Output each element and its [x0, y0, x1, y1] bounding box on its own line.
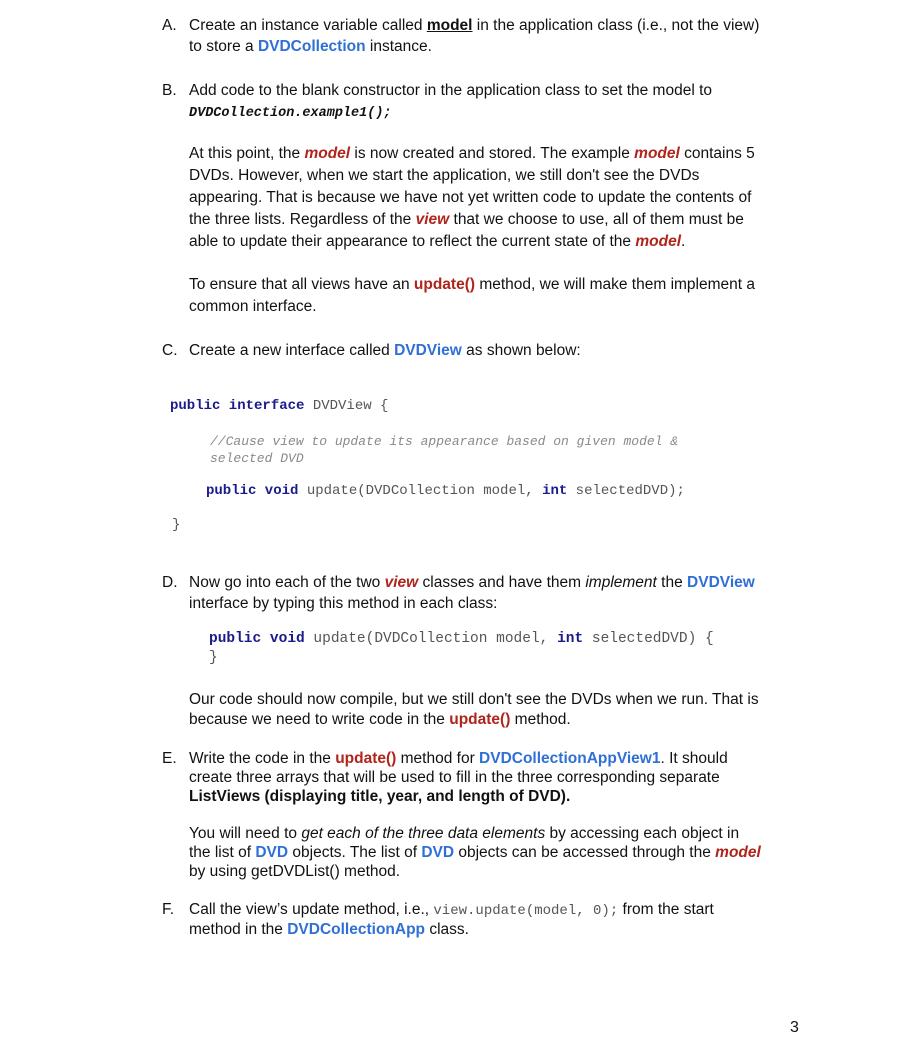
code-text: update(DVDCollection model,: [298, 483, 543, 499]
text: the: [656, 574, 688, 591]
item-e-letter: E.: [162, 750, 177, 767]
text: method.: [510, 711, 571, 728]
model-term: model: [635, 233, 682, 250]
code-comment-line2: selected DVD: [210, 451, 304, 466]
text: method for: [396, 750, 480, 767]
update-method-code: [209, 630, 714, 649]
text: At this point, the: [189, 145, 305, 162]
text: .: [681, 233, 686, 250]
item-b-para1-line1: [189, 144, 809, 163]
example-code: DVDCollection.example1();: [189, 106, 392, 121]
text: by accessing each object in: [545, 825, 740, 842]
text: is now created and stored. The example: [350, 145, 635, 162]
item-b-line1: Add code to the blank constructor in the application class to set the model to: [189, 82, 713, 99]
text: that we choose to use, all of them must be: [449, 211, 744, 228]
text: contains 5: [679, 145, 755, 162]
interface-decl: [170, 397, 388, 416]
item-b-letter: B.: [162, 82, 177, 99]
view-term: view: [384, 574, 419, 591]
item-d-letter: D.: [162, 574, 178, 591]
inline-code: view.update(model, 0);: [433, 903, 619, 919]
update-term: update(): [413, 276, 476, 293]
text: Create an instance variable called: [189, 17, 427, 34]
interface-close-brace: }: [172, 517, 181, 533]
keyword: public void: [206, 483, 299, 499]
interface-method: [206, 482, 685, 501]
item-e-line2: create three arrays that will be used to fill in the three corresponding separate: [189, 769, 720, 786]
keyword: public void: [209, 631, 305, 647]
item-e-para-line2: [189, 843, 809, 862]
keyword: int: [542, 483, 568, 499]
text: the three lists. Regardless of the: [189, 211, 416, 228]
dvdview-term: DVDView: [687, 574, 755, 591]
item-c-line1: [189, 341, 809, 360]
item-e-line1: [189, 749, 809, 768]
view-term: view: [415, 211, 450, 228]
item-f-letter: F.: [162, 901, 175, 918]
page-number: 3: [790, 1019, 799, 1036]
update-term: update(): [335, 750, 397, 767]
item-f-line2: [189, 920, 809, 939]
item-b-para2-line2: common interface.: [189, 298, 317, 315]
text: Write the code in the: [189, 750, 336, 767]
item-d-line2: interface by typing this method in each class:: [189, 595, 498, 612]
item-e-para-line1: [189, 824, 809, 843]
code-text: selectedDVD) {: [583, 631, 714, 647]
item-d-para-line2: [189, 710, 809, 729]
text: You will need to: [189, 825, 302, 842]
code-text: update(DVDCollection model,: [304, 631, 558, 647]
item-b-para1-line3: appearing. That is because we have not yet written code to update the contents of: [189, 189, 752, 206]
text: the list of: [189, 844, 256, 861]
item-a-line2: [189, 37, 809, 56]
item-a-letter: A.: [162, 17, 177, 34]
keyword: int: [557, 631, 584, 647]
code-text: DVDView {: [304, 398, 389, 414]
dvdcollection-term: DVDCollection: [257, 38, 366, 55]
text: . It should: [660, 750, 728, 767]
model-term: model: [715, 844, 761, 861]
keyword: public interface: [170, 398, 305, 414]
code-text: selectedDVD);: [567, 483, 685, 499]
text: Create a new interface called: [189, 342, 395, 359]
text: Call the view’s update method, i.e.,: [189, 901, 434, 918]
item-f-line1: [189, 900, 809, 921]
dvd-term: DVD: [421, 844, 455, 861]
code-comment-line1: //Cause view to update its appearance based on given model &: [210, 434, 679, 449]
item-b-para1-line2: DVDs. However, when we start the application, we still don't see the DVDs: [189, 167, 700, 184]
model-term: model: [304, 145, 351, 162]
text: To ensure that all views have an: [189, 276, 414, 293]
text: able to update their appearance to reflect the current state of the: [189, 233, 636, 250]
update-method-close-brace: }: [209, 650, 218, 666]
view1-term: DVDCollectionAppView1: [479, 750, 661, 767]
item-a-line1: [189, 16, 809, 35]
text: classes and have them: [418, 574, 586, 591]
text: objects can be accessed through the: [454, 844, 716, 861]
item-e-para-line3: by using getDVDList() method.: [189, 863, 401, 880]
text: from the start: [618, 901, 714, 918]
item-e-line3: ListViews (displaying title, year, and length of DVD).: [189, 788, 571, 805]
update-term: update(): [449, 711, 511, 728]
item-d-para-line1: Our code should now compile, but we still don't see the DVDs when we run. That is: [189, 691, 759, 708]
model-term: model: [634, 145, 680, 162]
dvdview-term: DVDView: [394, 342, 462, 359]
text: class.: [425, 921, 469, 938]
model-term: model: [426, 17, 473, 34]
text: as shown below:: [461, 342, 581, 359]
text: to store a: [189, 38, 258, 55]
text: method, we will make them implement a: [475, 276, 755, 293]
implement-term: implement: [585, 574, 657, 591]
item-b-para1-line4: [189, 210, 809, 229]
item-b-code: [189, 102, 809, 123]
item-b-para1-line5: [189, 232, 809, 251]
text: Now go into each of the two: [189, 574, 385, 591]
text: because we need to write code in the: [189, 711, 450, 728]
item-d-line1: [189, 573, 809, 592]
text: method in the: [189, 921, 288, 938]
text: instance.: [365, 38, 432, 55]
item-b-para2-line1: [189, 275, 809, 294]
text: in the application class (i.e., not the view): [472, 17, 760, 34]
emphasis: get each of the three data elements: [301, 825, 546, 842]
dvdcollectionapp-term: DVDCollectionApp: [287, 921, 426, 938]
dvd-term: DVD: [255, 844, 289, 861]
item-c-letter: C.: [162, 342, 178, 359]
text: objects. The list of: [288, 844, 422, 861]
